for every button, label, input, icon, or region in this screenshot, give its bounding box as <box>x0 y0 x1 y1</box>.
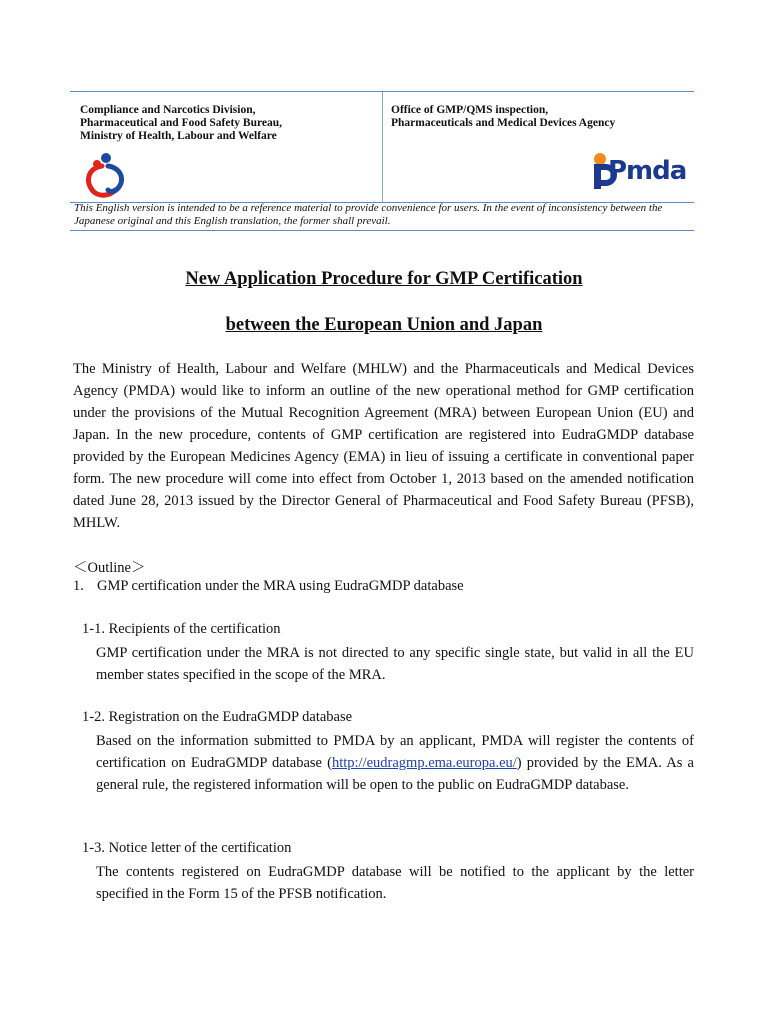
outline-label: ＜Outline＞ <box>73 560 146 576</box>
pmda-logo <box>586 150 690 192</box>
subsection-1-2-text-after-link: ) provided by the EMA. As a general rule, the registered information will be open to the public on EudraGMDP database. <box>96 755 694 793</box>
section-1-number: 1. <box>73 578 84 594</box>
eudragmp-link[interactable]: http://eudragmp.ema.europa.eu/ <box>331 755 517 771</box>
page-title-line-2: between the European Union and Japan <box>225 315 543 335</box>
mhlw-logo-icon <box>80 150 130 198</box>
intro-paragraph: The Ministry of Health, Labour and Welfare (MHLW) and the Pharmaceuticals and Medical Devices Agency (PMDA) would like to inform an outline of the new operational method for GMP certification under the provisions of the Mutual Recognition Agreement (MRA) between European Union (EU) and Japan. In the new procedure, contents of GMP certification are registered into EudraGMDP database provided by the European Medicines Agency (EMA) in lieu of issuing a certificate in conventional paper form. The new procedure will come into effect from October 1, 2013 based on the amended notification dated June 28, 2013 issued by the Director General of Pharmaceutical and Food Safety Bureau (PFSB), MHLW. <box>73 361 694 531</box>
translation-disclaimer: This English version is intended to be a reference material to provide convenience for users. In the event of inconsistency between the Japanese original and this English translation, the former shall prevail. <box>70 202 694 231</box>
subsection-1-1-body: GMP certification under the MRA is not directed to any specific single state, but valid in all the EU member states specified in the scope of the MRA. <box>96 645 694 683</box>
subsection-1-3-heading: 1-3. Notice letter of the certification <box>82 840 292 856</box>
letterhead-divider <box>382 92 383 202</box>
subsection-1-1-heading: 1-1. Recipients of the certification <box>82 621 281 637</box>
section-1-heading <box>73 578 464 595</box>
pmda-logo-text: Pmda <box>608 156 687 186</box>
subsection-1-3-body: The contents registered on EudraGMDP database will be notified to the applicant by the letter specified in the Form 15 of the PFSB notification. <box>96 864 694 902</box>
page-title-line-1: New Application Procedure for GMP Certification <box>185 269 583 289</box>
subsection-1-2-text-before-link: Based on the information submitted to PMDA by an applicant, PMDA will register the contents of certification on EudraGMDP database ( <box>96 733 694 771</box>
letterhead <box>70 91 694 203</box>
subsection-1-2-body <box>96 730 694 796</box>
mhlw-division-name: Compliance and Narcotics Division, Pharmaceutical and Food Safety Bureau, Ministry of Health, Labour and Welfare <box>80 104 282 142</box>
subsection-1-2-heading: 1-2. Registration on the EudraGMDP database <box>82 709 353 725</box>
section-1-title: GMP certification under the MRA using EudraGMDP database <box>97 578 464 594</box>
pmda-office-name: Office of GMP/QMS inspection, Pharmaceuticals and Medical Devices Agency <box>391 104 616 129</box>
